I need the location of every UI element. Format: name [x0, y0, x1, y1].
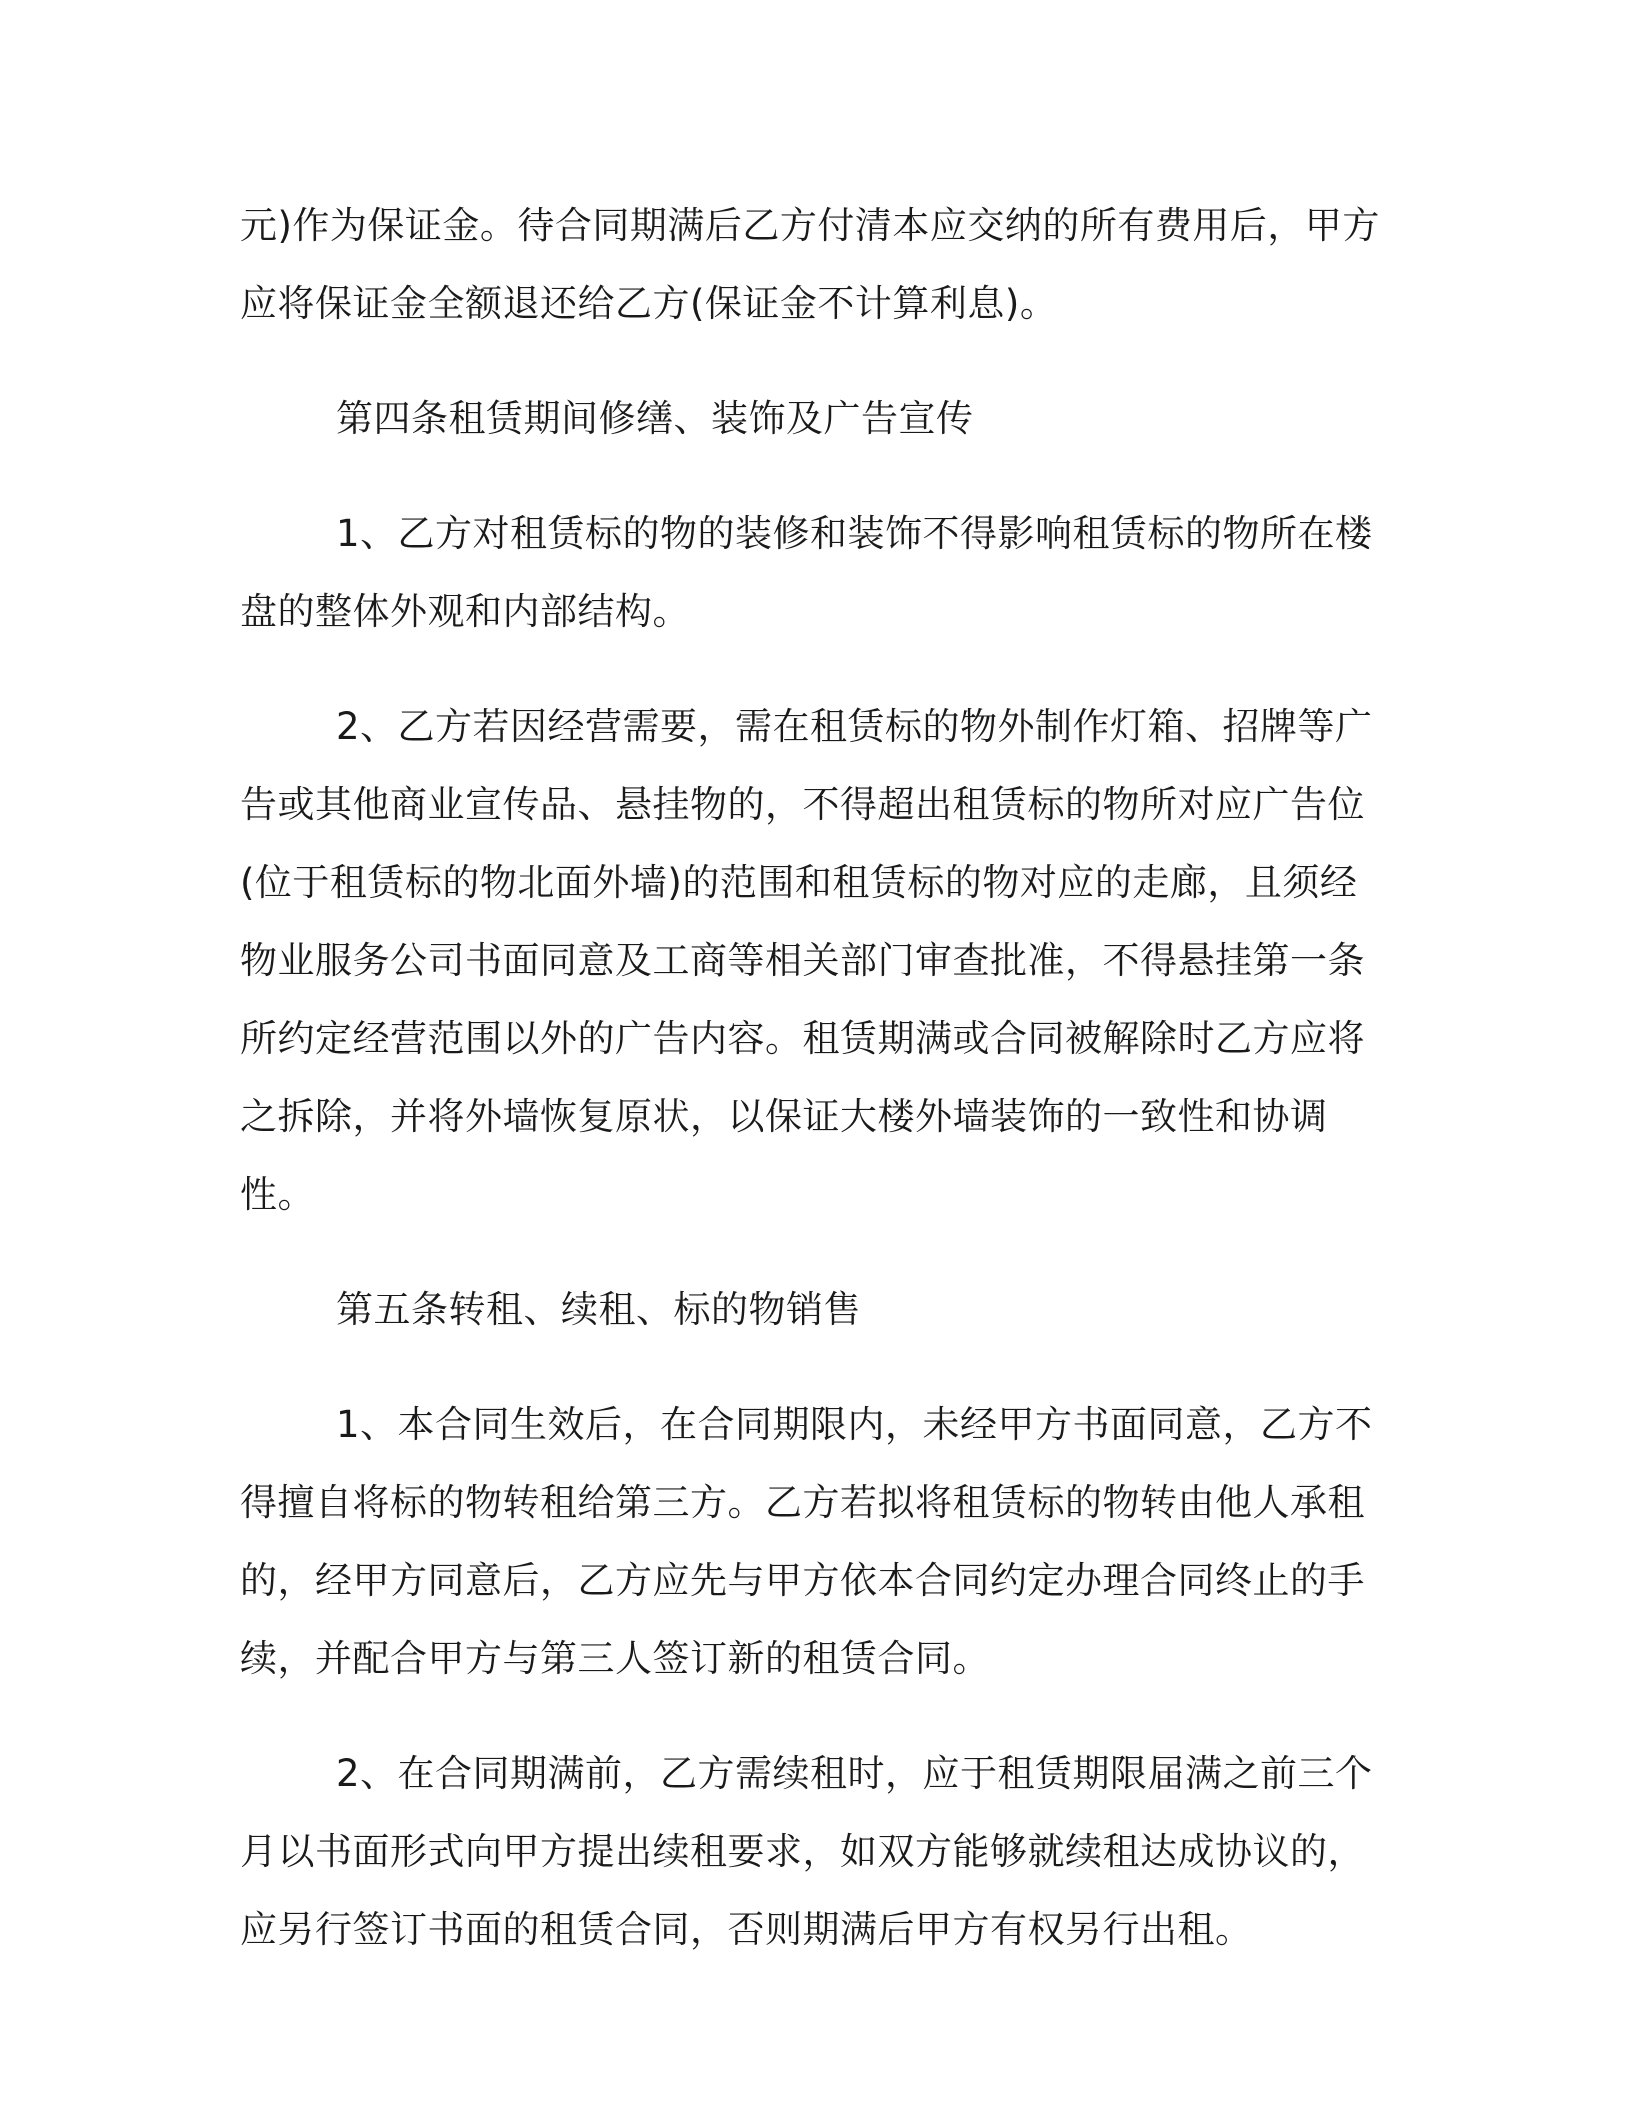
- heading-article-5: 第五条转租、续租、标的物销售: [336, 1288, 861, 1331]
- document-body: [240, 187, 1390, 2006]
- paragraph-article-5-item-1: 1、本合同生效后，在合同期限内，未经甲方书面同意，乙方不得擅自将标的物转租给第三方。乙方若拟将租赁标的物转由他人承租的，经甲方同意后，乙方应先与甲方依本合同约定办理合同终止的手续，并配合甲方与第三人签订新的租赁合同。: [240, 1403, 1373, 1680]
- paragraph-article-5-item-2: 2、在合同期满前，乙方需续租时，应于租赁期限届满之前三个月以书面形式向甲方提出续租要求，如双方能够就续租达成协议的，应另行签订书面的租赁合同，否则期满后甲方有权另行出租。: [240, 1752, 1373, 1951]
- paragraph-article-4-item-1: 1、乙方对租赁标的物的装修和装饰不得影响租赁标的物所在楼盘的整体外观和内部结构。: [240, 512, 1373, 633]
- paragraph-article-4-item-2: 2、乙方若因经营需要，需在租赁标的物外制作灯箱、招牌等广告或其他商业宣传品、悬挂物的，不得超出租赁标的物所对应广告位(位于租赁标的物北面外墙)的范围和租赁标的物对应的走廊，且须经物业服务公司书面同意及工商等相关部门审查批准，不得悬挂第一条所约定经营范围以外的广告内容。租赁期满或合同被解除时乙方应将之拆除，并将外墙恢复原状，以保证大楼外墙装饰的一致性和协调性。: [240, 705, 1373, 1216]
- paragraph-deposit-return: 元)作为保证金。待合同期满后乙方付清本应交纳的所有费用后，甲方应将保证金全额退还给乙方(保证金不计算利息)。: [240, 204, 1380, 325]
- heading-article-4: 第四条租赁期间修缮、装饰及广告宣传: [336, 397, 974, 440]
